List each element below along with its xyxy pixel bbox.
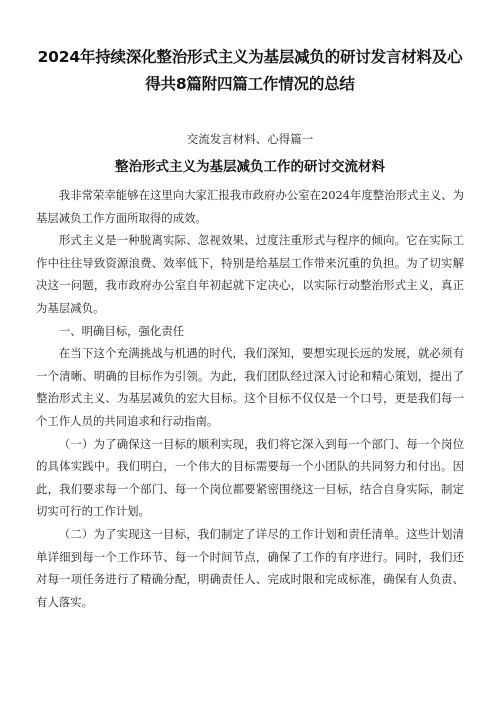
heading-goals: 一、明确目标，强化责任 [58,323,185,338]
section-heading: 整治形式主义为基层减负工作的研讨交流材料 [115,159,385,175]
paragraph-point-two: （二）为了实现这一目标，我们制定了详尽的工作计划和责任清单。这些计划清单详细到每一个工作环节、每一个时间节点，确保了工作的有序进行。同时，我们还对每一项任务进行了精确分配，明确责任人、完成时限和完成标准，确保有人负责、有人落实。 [36,526,464,609]
document-subtitle: 交流发言材料、心得篇一 [186,132,314,146]
paragraph-formalism: 形式主义是一种脱离实际、忽视效果、过度注重形式与程序的倾向。它在实际工作中往往导致资源浪费、效率低下，特别是给基层工作带来沉重的负担。为了切实解决这一问题，我市政府办公室自年初起就下定决心，以实际行动整治形式主义，真正为基层减负。 [36,233,464,315]
document-title: 2024年持续深化整治形式主义为基层减负的研讨发言材料及心得共8篇附四篇工作情况的总结 [37,48,463,93]
paragraph-intro: 我非常荣幸能够在这里向大家汇报我市政府办公室在2024年度整治形式主义、为基层减负工作方面所取得的成效。 [36,188,464,225]
document-body [36,184,464,613]
paragraph-goals: 在当下这个充满挑战与机遇的时代，我们深知，要想实现长远的发展，就必须有一个清晰、明确的目标作为引领。为此，我们团队经过深入讨论和精心策划，提出了整治形式主义、为基层减负的宏大目标。这个目标不仅仅是一个口号，更是我们每一个工作人员的共同追求和行动指南。 [36,346,464,428]
paragraph-point-one: （一）为了确保这一目标的顺利实现，我们将它深入到每一个部门、每一个岗位的具体实践中。我们明白，一个伟大的目标需要每一个小团队的共同努力和付出。因此，我们要求每一个部门、每一个岗位都要紧密围绕这一目标，结合自身实际，制定切实可行的工作计划。 [36,436,464,519]
